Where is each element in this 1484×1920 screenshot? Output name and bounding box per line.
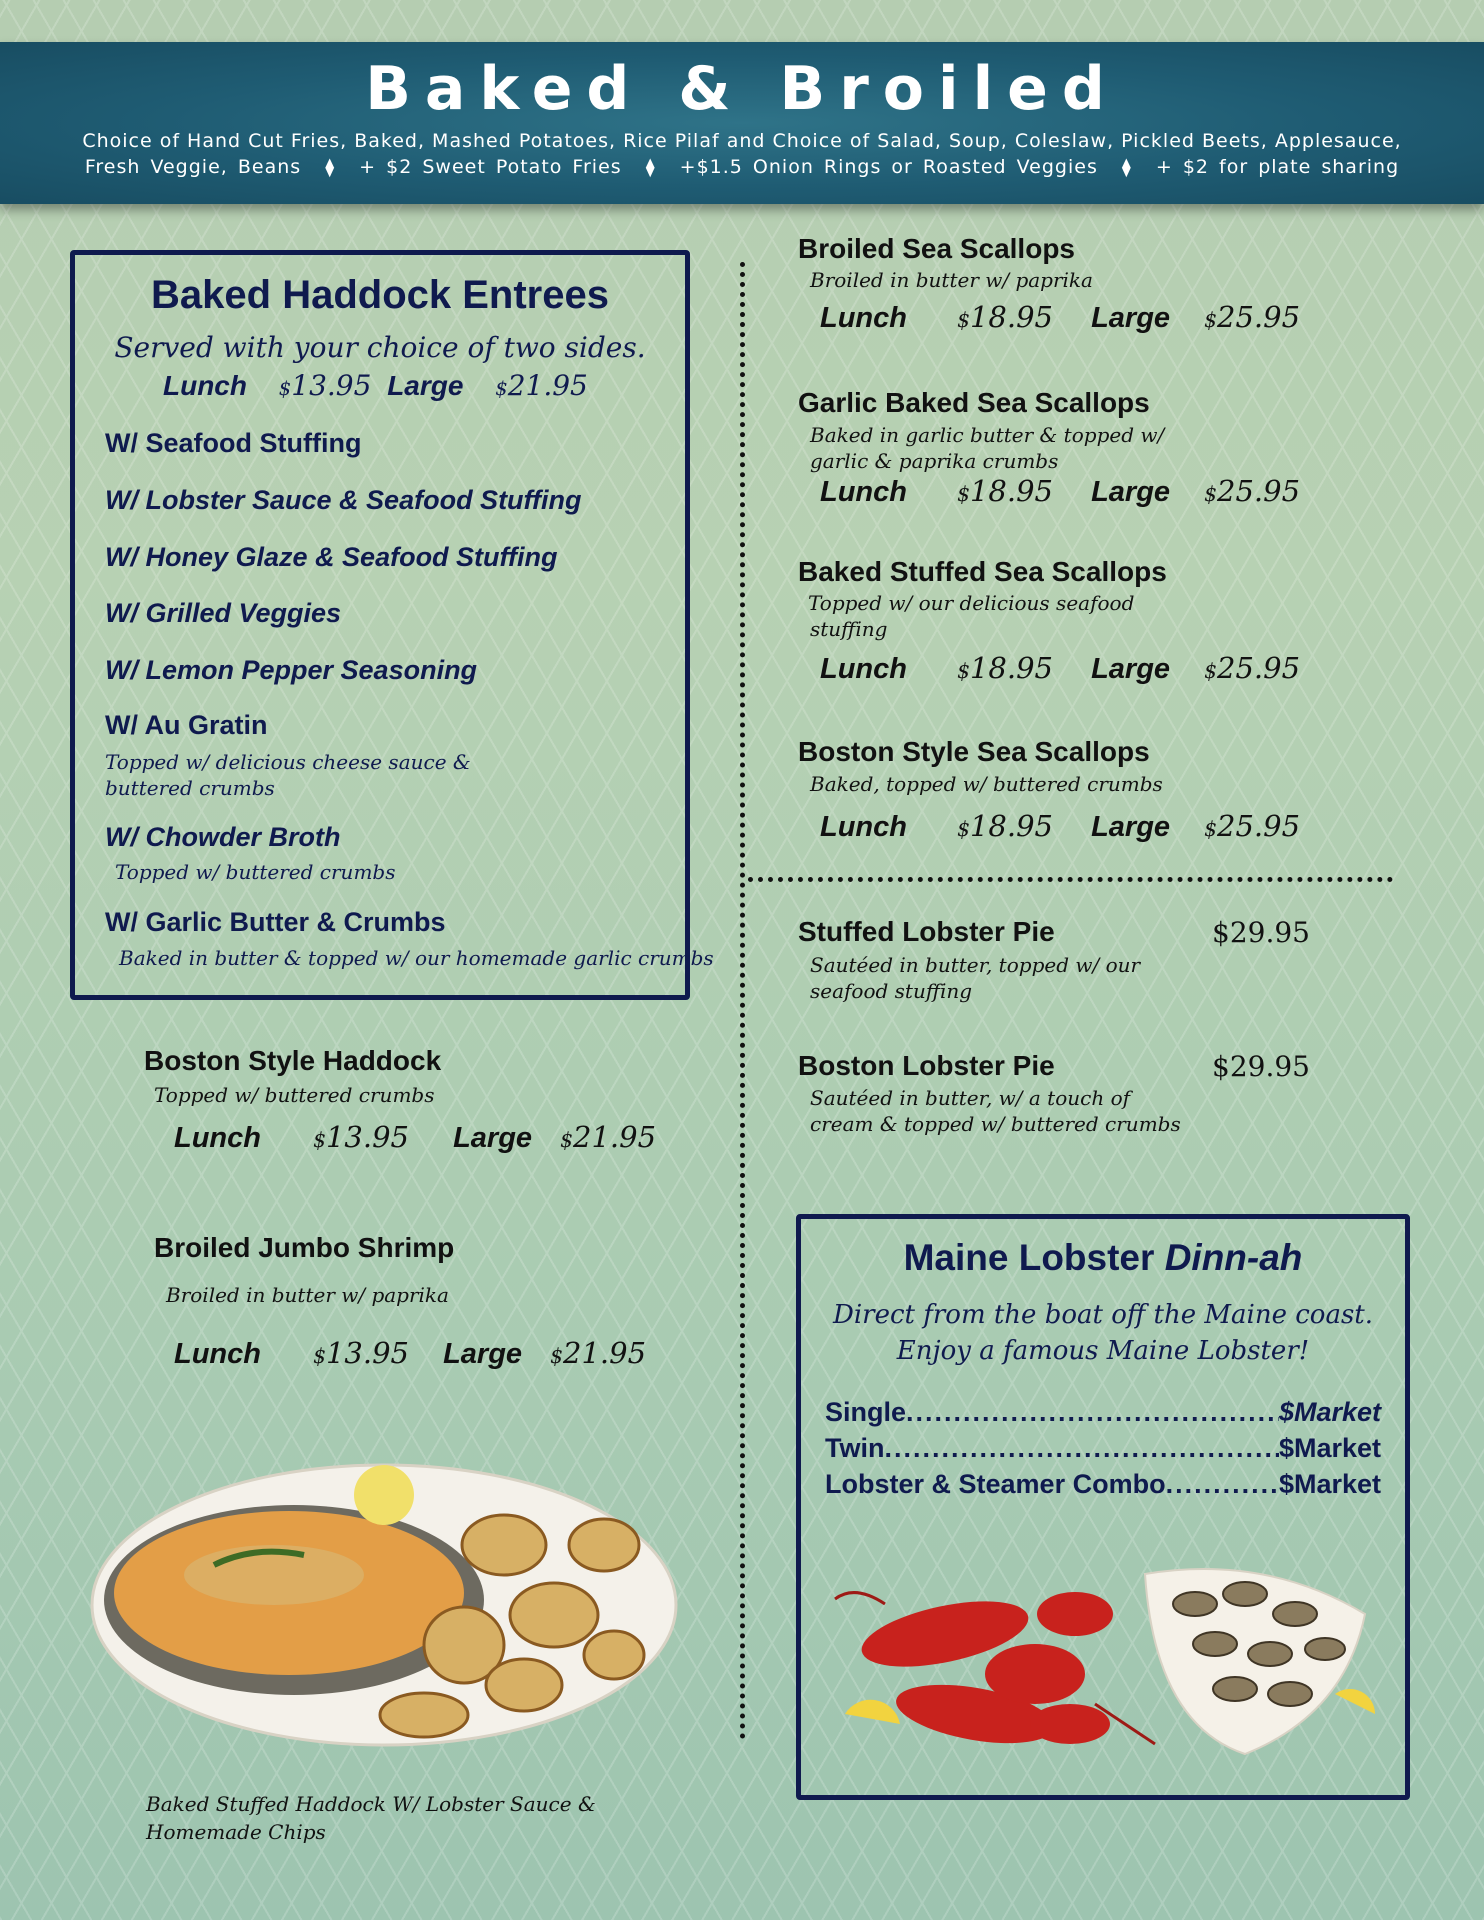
lobster-and-steamers-image bbox=[825, 1544, 1385, 1764]
section-header bbox=[0, 42, 1484, 204]
menu-item-name: Boston Style Haddock bbox=[144, 1045, 442, 1076]
lunch-price: $13.95 bbox=[313, 1336, 409, 1370]
diamond-icon: ⧫ bbox=[645, 157, 656, 178]
large-price: $21.95 bbox=[495, 369, 588, 402]
large-price: $25.95 bbox=[1204, 651, 1301, 685]
large-price: $25.95 bbox=[1204, 809, 1301, 843]
menu-item-price: $29.95 bbox=[1212, 1050, 1310, 1083]
large-label: Large bbox=[1091, 302, 1171, 334]
menu-item-prices bbox=[820, 474, 1300, 509]
menu-item-desc: Baked in garlic butter & topped w/ garlic & paprika crumbs bbox=[810, 423, 1165, 473]
large-price: $21.95 bbox=[560, 1120, 657, 1154]
lunch-price: $18.95 bbox=[957, 300, 1053, 334]
large-label: Large bbox=[1091, 653, 1171, 685]
menu-item-name: Baked Stuffed Sea Scallops bbox=[798, 556, 1167, 587]
large-price: $21.95 bbox=[550, 1336, 647, 1370]
diamond-icon: ⧫ bbox=[1121, 157, 1132, 178]
haddock-plate-image bbox=[84, 1425, 684, 1765]
sides-line-2-a: Fresh Veggie, Beans bbox=[84, 156, 302, 178]
lunch-label: Lunch bbox=[820, 476, 907, 508]
haddock-item-desc: Topped w/ buttered crumbs bbox=[115, 860, 396, 884]
horizontal-divider bbox=[748, 877, 1393, 882]
lunch-label: Lunch bbox=[820, 302, 907, 334]
sides-line-1: Choice of Hand Cut Fries, Baked, Mashed Potatoes, Rice Pilaf and Choice of Salad, Soup, Coleslaw, Pickled Beets, Applesauce, bbox=[82, 130, 1402, 152]
haddock-item: W/ Lobster Sauce & Seafood Stuffing bbox=[105, 485, 582, 515]
lunch-label: Lunch bbox=[174, 1338, 261, 1370]
sides-line-2-d: + $2 for plate sharing bbox=[1155, 156, 1400, 178]
menu-item-desc: Sautéed in butter, topped w/ our seafood stuffing bbox=[810, 953, 1141, 1003]
sides-line-2 bbox=[20, 154, 1464, 181]
diamond-icon: ⧫ bbox=[325, 157, 336, 178]
menu-item-name: Boston Style Sea Scallops bbox=[798, 736, 1150, 767]
menu-item-prices bbox=[820, 651, 1300, 686]
menu-item-name: Broiled Jumbo Shrimp bbox=[154, 1232, 455, 1263]
vertical-divider bbox=[740, 262, 745, 1740]
lunch-label: Lunch bbox=[820, 653, 907, 685]
menu-item-prices bbox=[820, 809, 1300, 844]
large-label: Large bbox=[387, 370, 464, 401]
haddock-item: W/ Lemon Pepper Seasoning bbox=[105, 655, 478, 685]
menu-item-name: Broiled Sea Scallops bbox=[798, 233, 1075, 264]
haddock-item: W/ Garlic Butter & Crumbs bbox=[105, 907, 446, 937]
lunch-price: $18.95 bbox=[957, 809, 1053, 843]
haddock-item-desc: Baked in butter & topped w/ our homemade garlic crumbs bbox=[119, 946, 714, 970]
lunch-price: $13.95 bbox=[313, 1120, 409, 1154]
haddock-item: W/ Seafood Stuffing bbox=[105, 428, 362, 458]
haddock-item: W/ Chowder Broth bbox=[105, 822, 341, 852]
haddock-price-row bbox=[163, 369, 588, 402]
lunch-label: Lunch bbox=[820, 811, 907, 843]
lunch-price: $18.95 bbox=[957, 651, 1053, 685]
haddock-entrees-box bbox=[70, 250, 714, 1000]
large-label: Large bbox=[1091, 476, 1171, 508]
lobster-price-row: Twin ..... $Market bbox=[825, 1433, 1381, 1464]
sides-line-2-b: + $2 Sweet Potato Fries bbox=[359, 156, 622, 178]
menu-item-prices bbox=[174, 1336, 646, 1371]
menu-item-price: $29.95 bbox=[1212, 916, 1310, 949]
haddock-item: W/ Au Gratin bbox=[105, 710, 268, 740]
section-title: Baked & Broiled bbox=[365, 54, 1119, 124]
lobster-desc: Direct from the boat off the Maine coast. Enjoy a famous Maine Lobster! bbox=[832, 1300, 1374, 1366]
lunch-label: Lunch bbox=[163, 370, 247, 401]
menu-item-desc: Baked, topped w/ buttered crumbs bbox=[810, 772, 1163, 796]
haddock-item-desc: Topped w/ delicious cheese sauce & buttered crumbs bbox=[105, 750, 471, 800]
sides-description bbox=[0, 128, 1484, 181]
menu-item-name: Garlic Baked Sea Scallops bbox=[798, 387, 1150, 418]
large-label: Large bbox=[1091, 811, 1171, 843]
menu-item-prices bbox=[174, 1120, 656, 1155]
haddock-served: Served with your choice of two sides. bbox=[114, 331, 646, 364]
menu-item-desc: Broiled in butter w/ paprika bbox=[166, 1283, 449, 1307]
lunch-price: $13.95 bbox=[278, 369, 372, 402]
lobster-price-row: Single ..... $Market bbox=[825, 1397, 1381, 1428]
menu-item-name: Stuffed Lobster Pie bbox=[798, 916, 1055, 947]
large-price: $25.95 bbox=[1204, 474, 1301, 508]
large-label: Large bbox=[453, 1122, 533, 1154]
lunch-price: $18.95 bbox=[957, 474, 1053, 508]
haddock-item: W/ Honey Glaze & Seafood Stuffing bbox=[105, 542, 558, 572]
image-caption: Baked Stuffed Haddock W/ Lobster Sauce & Homemade Chips bbox=[146, 1792, 596, 1844]
large-price: $25.95 bbox=[1204, 300, 1301, 334]
menu-item-desc: Broiled in butter w/ paprika bbox=[810, 268, 1093, 292]
haddock-item: W/ Grilled Veggies bbox=[105, 598, 342, 628]
lunch-label: Lunch bbox=[174, 1122, 261, 1154]
menu-item-prices bbox=[820, 300, 1300, 335]
large-label: Large bbox=[443, 1338, 523, 1370]
lobster-title: Maine Lobster Dinn-ah bbox=[903, 1237, 1303, 1278]
menu-item-name: Boston Lobster Pie bbox=[798, 1050, 1055, 1081]
menu-item-desc: Topped w/ our delicious seafood stuffing bbox=[808, 591, 1135, 641]
sides-line-2-c: +$1.5 Onion Rings or Roasted Veggies bbox=[679, 156, 1098, 178]
menu-item-desc: Topped w/ buttered crumbs bbox=[154, 1083, 435, 1107]
haddock-title: Baked Haddock Entrees bbox=[151, 273, 609, 317]
lobster-price-row: Lobster & Steamer Combo ..... $Market bbox=[825, 1469, 1381, 1500]
menu-item-desc: Sautéed in butter, w/ a touch of cream & topped w/ buttered crumbs bbox=[810, 1086, 1181, 1136]
maine-lobster-box bbox=[796, 1214, 1410, 1800]
